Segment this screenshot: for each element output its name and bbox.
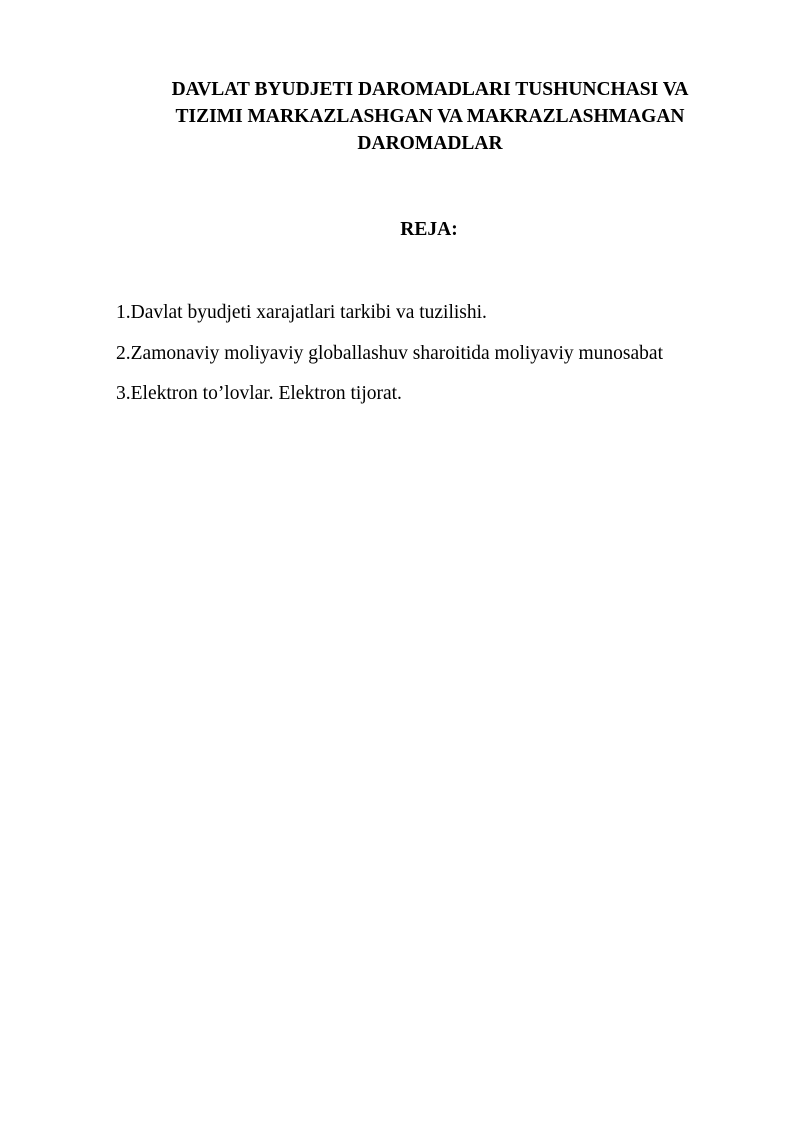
plan-heading: REJA: [400, 219, 458, 240]
title-line: DAVLAT BYUDJETI DAROMADLARI TUSHUNCHASI VA [171, 79, 689, 100]
plan-item: 1.Davlat byudjeti xarajatlari tarkibi va tuzilishi. [116, 302, 487, 323]
title-line: TIZIMI MARKAZLASHGAN VA MAKRAZLASHMAGAN [175, 106, 685, 127]
document-title [120, 76, 740, 157]
plan-list [116, 301, 663, 423]
plan-item: 3.Elektron to’lovlar. Elektron tijorat. [116, 383, 402, 404]
plan-item: 2.Zamonaviy moliyaviy globallashuv sharoitida moliyaviy munosabat [116, 342, 663, 364]
title-line: DAROMADLAR [357, 133, 503, 154]
